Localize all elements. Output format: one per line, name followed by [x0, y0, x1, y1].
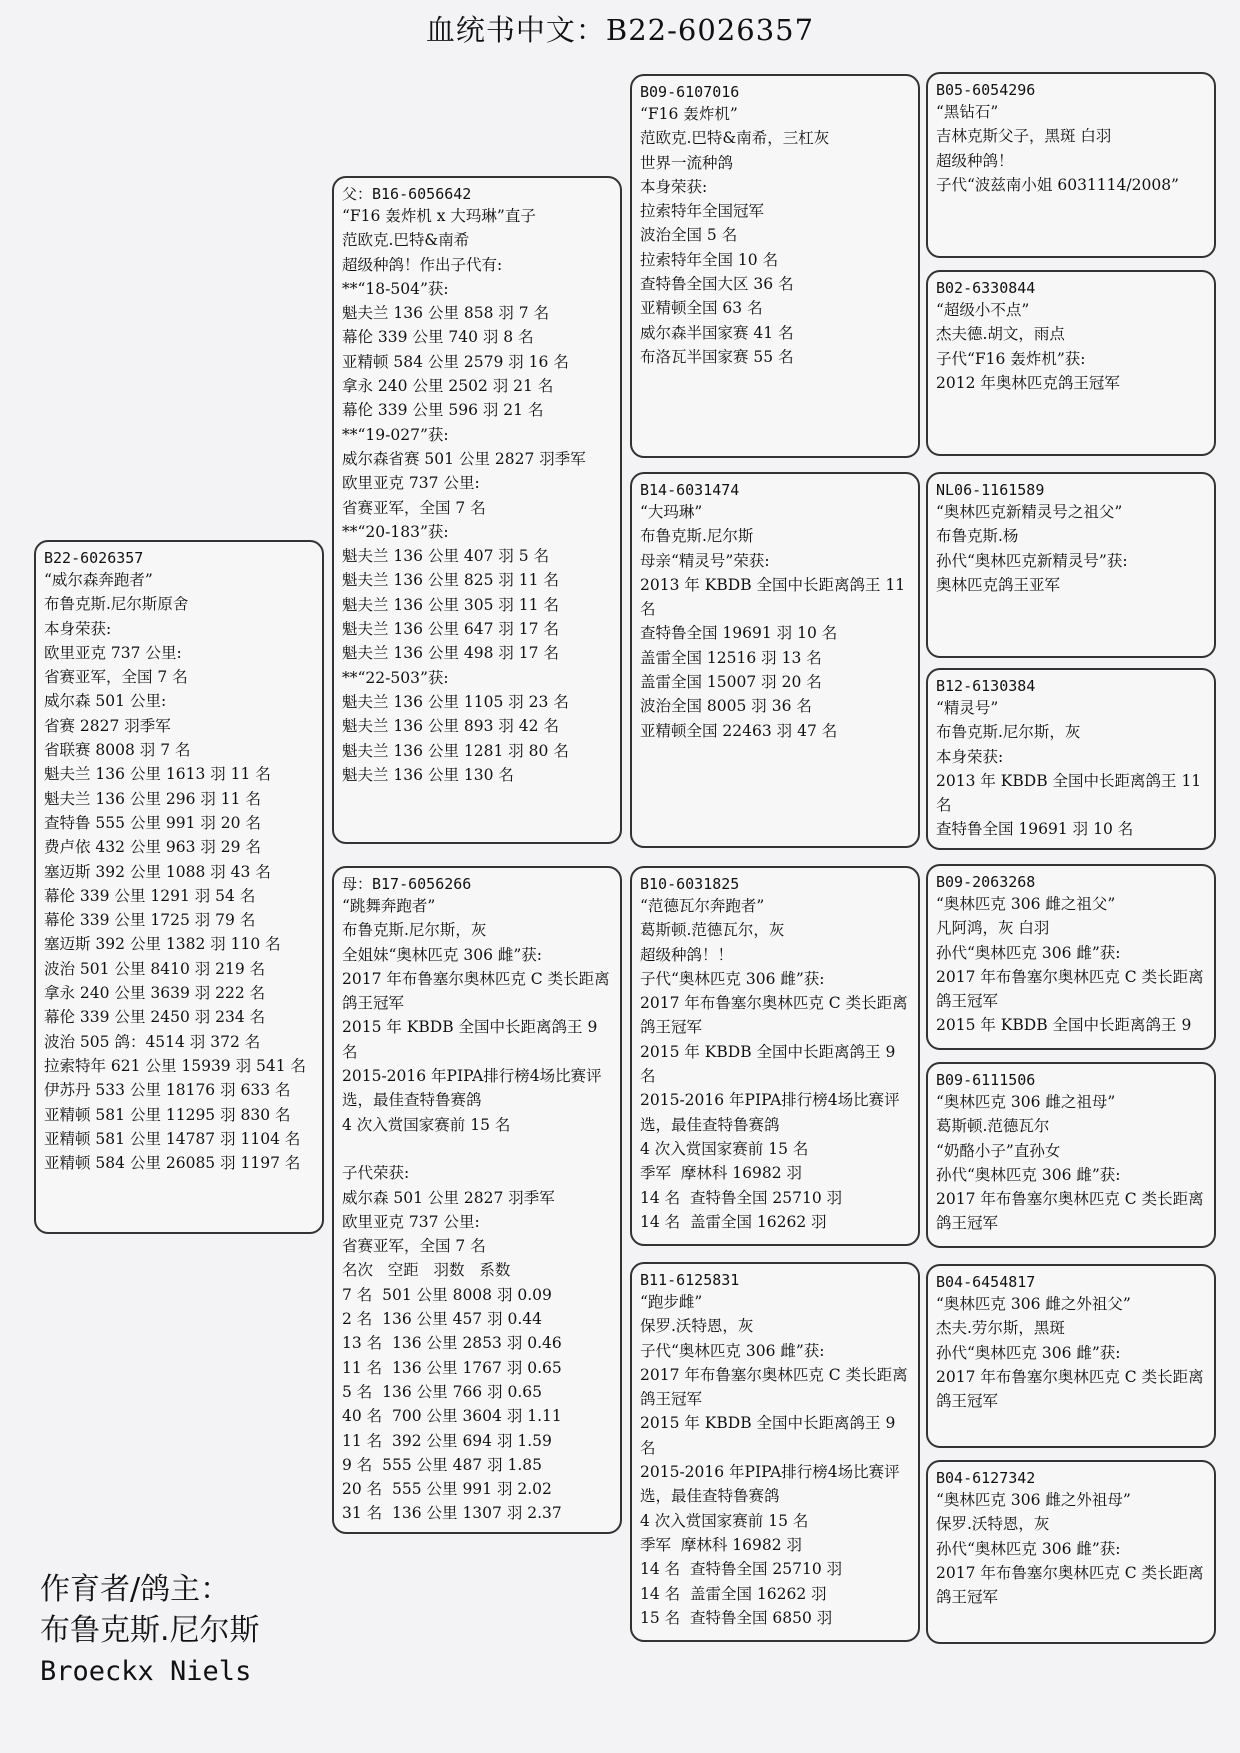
pedigree-line: 魁夫兰 136 公里 825 羽 11 名 — [342, 571, 559, 590]
pedigree-line: 布鲁克斯.尼尔斯，灰 — [936, 723, 1081, 742]
pedigree-line: 2015-2016 年PIPA排行榜4场比赛评选，最佳查特鲁赛鸽 — [640, 1463, 900, 1506]
pedigree-line: 2017 年布鲁塞尔奥林匹克 C 类长距离鸽王冠军 — [640, 994, 908, 1037]
pedigree-line: 保罗.沃特恩，灰 — [640, 1317, 754, 1336]
pedigree-box-sire-sire-dam — [926, 270, 1216, 456]
pedigree-line: 凡阿鸿，灰 白羽 — [936, 919, 1050, 938]
pedigree-line: 孙代“奥林匹克 306 雌”获: — [936, 943, 1121, 962]
pedigree-line: 波治全国 8005 羽 36 名 — [640, 697, 812, 716]
pedigree-line: “奥林匹克新精灵号之祖父” — [936, 503, 1123, 521]
pedigree-line: 拿永 240 公里 2502 羽 21 名 — [342, 377, 554, 396]
pedigree-line: 查特鲁全国 19691 羽 10 名 — [640, 624, 838, 643]
pedigree-line: 范欧克.巴特&南希，三杠灰 — [640, 129, 830, 148]
ring-number: B12-6130384 — [936, 677, 1036, 695]
pedigree-box-dam-sire-sire — [926, 864, 1216, 1050]
pedigree-line: “大玛琳” — [640, 503, 703, 521]
pedigree-line: 威尔森 501 公里 2827 羽季军 — [342, 1188, 555, 1207]
pedigree-line: 2017 年布鲁塞尔奥林匹克 C 类长距离鸽王冠军 — [936, 1367, 1204, 1411]
pedigree-line: 2015-2016 年PIPA排行榜4场比赛评选，最佳查特鲁赛鸽 — [640, 1091, 900, 1134]
pedigree-line: 魁夫兰 136 公里 858 羽 7 名 — [342, 304, 550, 323]
pedigree-line: 盖雷全国 12516 羽 13 名 — [640, 648, 822, 667]
pedigree-line: 孙代“奥林匹克 306 雌”获: — [936, 1343, 1121, 1362]
pedigree-line: 2012 年奥林匹克鸽王冠军 — [936, 373, 1120, 392]
pedigree-line: 2017 年布鲁塞尔奥林匹克 C 类长距离鸽王冠军 — [936, 1563, 1204, 1607]
pedigree-line: 布鲁克斯.尼尔斯 — [640, 527, 754, 546]
pedigree-line: 魁夫兰 136 公里 305 羽 11 名 — [342, 595, 559, 614]
pedigree-line: 亚精顿全国 63 名 — [640, 299, 763, 318]
pedigree-line: 13 名 136 公里 2853 羽 0.46 — [342, 1334, 562, 1353]
ring-number: B14-6031474 — [640, 481, 740, 499]
pedigree-box-dam-dam — [630, 1262, 920, 1642]
pedigree-line: 伊苏丹 533 公里 18176 羽 633 名 — [44, 1081, 291, 1100]
pedigree-line: “范德瓦尔奔跑者” — [640, 897, 765, 915]
pedigree-box-dam-sire-dam — [926, 1062, 1216, 1248]
pedigree-line: 魁夫兰 136 公里 893 羽 42 名 — [342, 717, 559, 736]
pedigree-line: 布鲁克斯.杨 — [936, 527, 1019, 546]
pedigree-line: 波治 501 公里 8410 羽 219 名 — [44, 959, 266, 978]
pedigree-line: 欧里亚克 737 公里: — [342, 474, 480, 493]
pedigree-line: 魁夫兰 136 公里 647 羽 17 名 — [342, 620, 559, 639]
ring-number: 父：B16-6056642 — [342, 185, 472, 203]
pedigree-line: 14 名 查特鲁全国 25710 羽 — [640, 1560, 843, 1579]
pedigree-line: 超级种鸽！！ — [640, 945, 734, 964]
pedigree-box-dam-dam-sire — [926, 1264, 1216, 1448]
pedigree-line: 2017 年布鲁塞尔奥林匹克 C 类长距离鸽王冠军 — [640, 1365, 908, 1409]
pedigree-line: “精灵号” — [936, 699, 999, 717]
pedigree-line: 14 名 查特鲁全国 25710 羽 — [640, 1188, 843, 1207]
ring-number: B09-6111506 — [936, 1071, 1036, 1089]
pedigree-box-sire — [332, 176, 622, 844]
pedigree-line: 幕伦 339 公里 596 羽 21 名 — [342, 401, 544, 420]
pedigree-line: 幕伦 339 公里 740 羽 8 名 — [342, 328, 534, 347]
pedigree-line: 魁夫兰 136 公里 1281 羽 80 名 — [342, 741, 569, 760]
pedigree-line: 拉索特年全国 10 名 — [640, 250, 779, 269]
pedigree-line: 威尔森半国家赛 41 名 — [640, 323, 794, 342]
pedigree-line: **“19-027”获: — [342, 425, 449, 444]
pedigree-line: 子代“波兹南小姐 6031114/2008” — [936, 175, 1179, 194]
pedigree-line: 本身荣获: — [936, 747, 1004, 766]
pedigree-line: “超级小不点” — [936, 301, 1030, 319]
pedigree-line: 2017 年布鲁塞尔奥林匹克 C 类长距离鸽王冠军 — [936, 967, 1204, 1011]
pedigree-line: “奶酪小子”直孙女 — [936, 1141, 1061, 1160]
pedigree-line: 2017 年布鲁塞尔奥林匹克 C 类长距离鸽王冠军 — [936, 1190, 1204, 1233]
ring-number: B09-6107016 — [640, 83, 740, 101]
pedigree-line: 4 次入赏国家赛前 15 名 — [640, 1511, 809, 1530]
pedigree-line: 2015-2016 年PIPA排行榜4场比赛评选，最佳查特鲁赛鸽 — [342, 1067, 602, 1110]
pedigree-line: **“20-183”获: — [342, 522, 449, 541]
pedigree-line: 40 名 700 公里 3604 羽 1.11 — [342, 1407, 562, 1426]
pedigree-line: 孙代“奥林匹克 306 雌”获: — [936, 1539, 1121, 1558]
pedigree-line: 魁夫兰 136 公里 130 名 — [342, 765, 514, 784]
pedigree-line: 孙代“奥林匹克新精灵号”获: — [936, 551, 1128, 570]
pedigree-line: 亚精顿 581 公里 11295 羽 830 名 — [44, 1105, 291, 1124]
pedigree-line: 2013 年 KBDB 全国中长距离鸽王 11 名 — [640, 575, 911, 619]
pedigree-line: 魁夫兰 136 公里 1613 羽 11 名 — [44, 765, 271, 784]
pedigree-line: 全姐妹“奥林匹克 306 雌”获: — [342, 945, 543, 964]
pedigree-line: 布鲁克斯.尼尔斯原舍 — [44, 595, 189, 614]
pedigree-box-subject — [34, 540, 324, 1234]
pedigree-line: 杰夫德.胡文，雨点 — [936, 325, 1065, 344]
pedigree-line: 魁夫兰 136 公里 1105 羽 23 名 — [342, 692, 569, 711]
pedigree-line: 拉索特年全国冠军 — [640, 202, 765, 221]
pedigree-line: “F16 轰炸机 x 大玛琳”直子 — [342, 207, 536, 225]
pedigree-line: 11 名 136 公里 1767 羽 0.65 — [342, 1358, 562, 1377]
page-title: 血统书中文：B22-6026357 — [425, 13, 815, 47]
pedigree-line: 布鲁克斯.尼尔斯，灰 — [342, 921, 487, 940]
pedigree-line: 葛斯顿.范德瓦尔 — [936, 1117, 1050, 1136]
pedigree-line: 7 名 501 公里 8008 羽 0.09 — [342, 1285, 552, 1304]
pedigree-line: 威尔森 501 公里: — [44, 692, 167, 711]
breeder-info — [40, 1570, 260, 1692]
pedigree-line: “黑钻石” — [936, 103, 999, 121]
pedigree-line: 子代荣获: — [342, 1164, 410, 1183]
pedigree-line: 母亲“精灵号”荣获: — [640, 551, 770, 570]
pedigree-line: 欧里亚克 737 公里: — [342, 1212, 480, 1231]
pedigree-box-sire-dam — [630, 472, 920, 848]
ring-number: NL06-1161589 — [936, 481, 1045, 499]
pedigree-line: 2 名 136 公里 457 羽 0.44 — [342, 1310, 543, 1329]
pedigree-line: “奥林匹克 306 雌之祖母” — [936, 1093, 1116, 1111]
pedigree-line: 2015 年 KBDB 全国中长距离鸽王 9 — [936, 1016, 1192, 1035]
pedigree-line: 吉林克斯父子，黑斑 白羽 — [936, 127, 1112, 146]
pedigree-box-sire-sire — [630, 74, 920, 458]
pedigree-line: 波治 505 鸽：4514 羽 372 名 — [44, 1032, 261, 1051]
pedigree-line: 葛斯顿.范德瓦尔，灰 — [640, 921, 785, 940]
pedigree-line: 范欧克.巴特&南希 — [342, 231, 470, 250]
pedigree-line: 本身荣获: — [640, 177, 708, 196]
pedigree-line: 季军 摩林科 16982 羽 — [640, 1535, 803, 1554]
pedigree-line: 杰夫.劳尔斯，黑斑 — [936, 1319, 1065, 1338]
pedigree-line: 魁夫兰 136 公里 407 羽 5 名 — [342, 547, 550, 566]
ring-number: B09-2063268 — [936, 873, 1036, 891]
pedigree-line: 塞迈斯 392 公里 1382 羽 110 名 — [44, 935, 281, 954]
ring-number: B02-6330844 — [936, 279, 1036, 297]
pedigree-line: 2013 年 KBDB 全国中长距离鸽王 11 名 — [936, 771, 1207, 815]
pedigree-line: 塞迈斯 392 公里 1088 羽 43 名 — [44, 862, 271, 881]
ring-number: B10-6031825 — [640, 875, 740, 893]
ring-number: 母：B17-6056266 — [342, 875, 472, 893]
pedigree-line: 11 名 392 公里 694 羽 1.59 — [342, 1431, 552, 1450]
ring-number: B04-6127342 — [936, 1469, 1036, 1487]
ring-number: B04-6454817 — [936, 1273, 1036, 1291]
pedigree-line: 2015 年 KBDB 全国中长距离鸽王 9 名 — [640, 1042, 901, 1086]
pedigree-line: 省赛亚军，全国 7 名 — [342, 1237, 486, 1256]
pedigree-line: 子代“奥林匹克 306 雌”获: — [640, 969, 825, 988]
pedigree-line: 2015 年 KBDB 全国中长距离鸽王 9 名 — [640, 1414, 901, 1457]
pedigree-line: 魁夫兰 136 公里 296 羽 11 名 — [44, 789, 261, 808]
breeder-name-english: Broeckx Niels — [40, 1656, 252, 1687]
pedigree-line: 幕伦 339 公里 1291 羽 54 名 — [44, 886, 256, 905]
pedigree-line: 20 名 555 公里 991 羽 2.02 — [342, 1480, 552, 1499]
pedigree-line: 亚精顿全国 22463 羽 47 名 — [640, 721, 838, 740]
pedigree-line: 保罗.沃特恩，灰 — [936, 1515, 1050, 1534]
pedigree-line: **“18-504”获: — [342, 279, 449, 298]
pedigree-line: “奥林匹克 306 雌之外祖母” — [936, 1491, 1131, 1509]
pedigree-line: 费卢依 432 公里 963 羽 29 名 — [44, 838, 261, 857]
pedigree-line: 4 次入赏国家赛前 15 名 — [640, 1139, 809, 1158]
ring-number: B22-6026357 — [44, 549, 144, 567]
pedigree-line: 2017 年布鲁塞尔奥林匹克 C 类长距离鸽王冠军 — [342, 969, 610, 1013]
pedigree-line: 布洛瓦半国家赛 55 名 — [640, 347, 794, 366]
breeder-name-chinese: 布鲁克斯.尼尔斯 — [40, 1613, 260, 1648]
pedigree-line: 盖雷全国 15007 羽 20 名 — [640, 673, 822, 692]
pedigree-line: 子代“F16 轰炸机”获: — [936, 349, 1086, 368]
pedigree-line: 14 名 盖雷全国 16262 羽 — [640, 1212, 827, 1231]
pedigree-line: 查特鲁 555 公里 991 羽 20 名 — [44, 813, 261, 832]
pedigree-line: 4 次入赏国家赛前 15 名 — [342, 1115, 511, 1134]
pedigree-line: “威尔森奔跑者” — [44, 571, 153, 589]
pedigree-line: “跳舞奔跑者” — [342, 897, 436, 915]
pedigree-box-sire-dam-sire — [926, 472, 1216, 658]
pedigree-line: 31 名 136 公里 1307 羽 2.37 — [342, 1504, 562, 1523]
pedigree-line: “跑步雌” — [640, 1293, 703, 1311]
pedigree-line: 省赛 2827 羽季军 — [44, 716, 171, 735]
pedigree-line: 幕伦 339 公里 2450 羽 234 名 — [44, 1008, 266, 1027]
pedigree-line: 孙代“奥林匹克 306 雌”获: — [936, 1165, 1121, 1184]
pedigree-line: 奥林匹克鸽王亚军 — [936, 575, 1061, 594]
pedigree-line: 查特鲁全国 19691 羽 10 名 — [936, 820, 1134, 839]
pedigree-line: 季军 摩林科 16982 羽 — [640, 1164, 803, 1183]
pedigree-line: 波治全国 5 名 — [640, 226, 738, 245]
pedigree-line: 超级种鸽！ — [936, 151, 1014, 170]
pedigree-line: 世界一流种鸽 — [640, 153, 734, 172]
pedigree-line: 省赛亚军，全国 7 名 — [342, 498, 486, 517]
pedigree-line: “奥林匹克 306 雌之祖父” — [936, 895, 1116, 913]
pedigree-line: 5 名 136 公里 766 羽 0.65 — [342, 1382, 543, 1401]
pedigree-line: 名次 空距 羽数 系数 — [342, 1261, 511, 1280]
pedigree-line: **“22-503”获: — [342, 668, 449, 687]
pedigree-line — [342, 1137, 612, 1161]
pedigree-line: 本身荣获: — [44, 619, 112, 638]
pedigree-line: 拉索特年 621 公里 15939 羽 541 名 — [44, 1056, 307, 1075]
pedigree-box-dam — [332, 866, 622, 1534]
pedigree-line: 子代“奥林匹克 306 雌”获: — [640, 1341, 825, 1360]
pedigree-line: 拿永 240 公里 3639 羽 222 名 — [44, 984, 266, 1003]
ring-number: B11-6125831 — [640, 1271, 740, 1289]
pedigree-line: 亚精顿 584 公里 2579 羽 16 名 — [342, 352, 569, 371]
pedigree-line: 9 名 555 公里 487 羽 1.85 — [342, 1455, 543, 1474]
pedigree-line: 14 名 盖雷全国 16262 羽 — [640, 1584, 827, 1603]
pedigree-line: 省赛亚军，全国 7 名 — [44, 668, 188, 687]
breeder-label: 作育者/鸽主： — [40, 1572, 231, 1607]
pedigree-box-dam-sire — [630, 866, 920, 1246]
pedigree-line: 亚精顿 584 公里 26085 羽 1197 名 — [44, 1154, 301, 1173]
pedigree-line: 幕伦 339 公里 1725 羽 79 名 — [44, 911, 256, 930]
pedigree-line: 2015 年 KBDB 全国中长距离鸽王 9 名 — [342, 1018, 603, 1061]
pedigree-line: 15 名 查特鲁全国 6850 羽 — [640, 1608, 833, 1627]
pedigree-line: 威尔森省赛 501 公里 2827 羽季军 — [342, 449, 586, 468]
ring-number: B05-6054296 — [936, 81, 1036, 99]
pedigree-box-sire-dam-dam — [926, 668, 1216, 850]
pedigree-line: 欧里亚克 737 公里: — [44, 643, 182, 662]
pedigree-box-dam-dam-dam — [926, 1460, 1216, 1644]
pedigree-line: 魁夫兰 136 公里 498 羽 17 名 — [342, 644, 559, 663]
pedigree-line: 省联赛 8008 羽 7 名 — [44, 741, 191, 760]
pedigree-box-sire-sire-sire — [926, 72, 1216, 258]
pedigree-line: 查特鲁全国大区 36 名 — [640, 275, 794, 294]
pedigree-line: 亚精顿 581 公里 14787 羽 1104 名 — [44, 1129, 301, 1148]
pedigree-line: “F16 轰炸机” — [640, 105, 738, 123]
pedigree-line: 超级种鸽！作出子代有: — [342, 255, 503, 274]
pedigree-line: “奥林匹克 306 雌之外祖父” — [936, 1295, 1131, 1313]
